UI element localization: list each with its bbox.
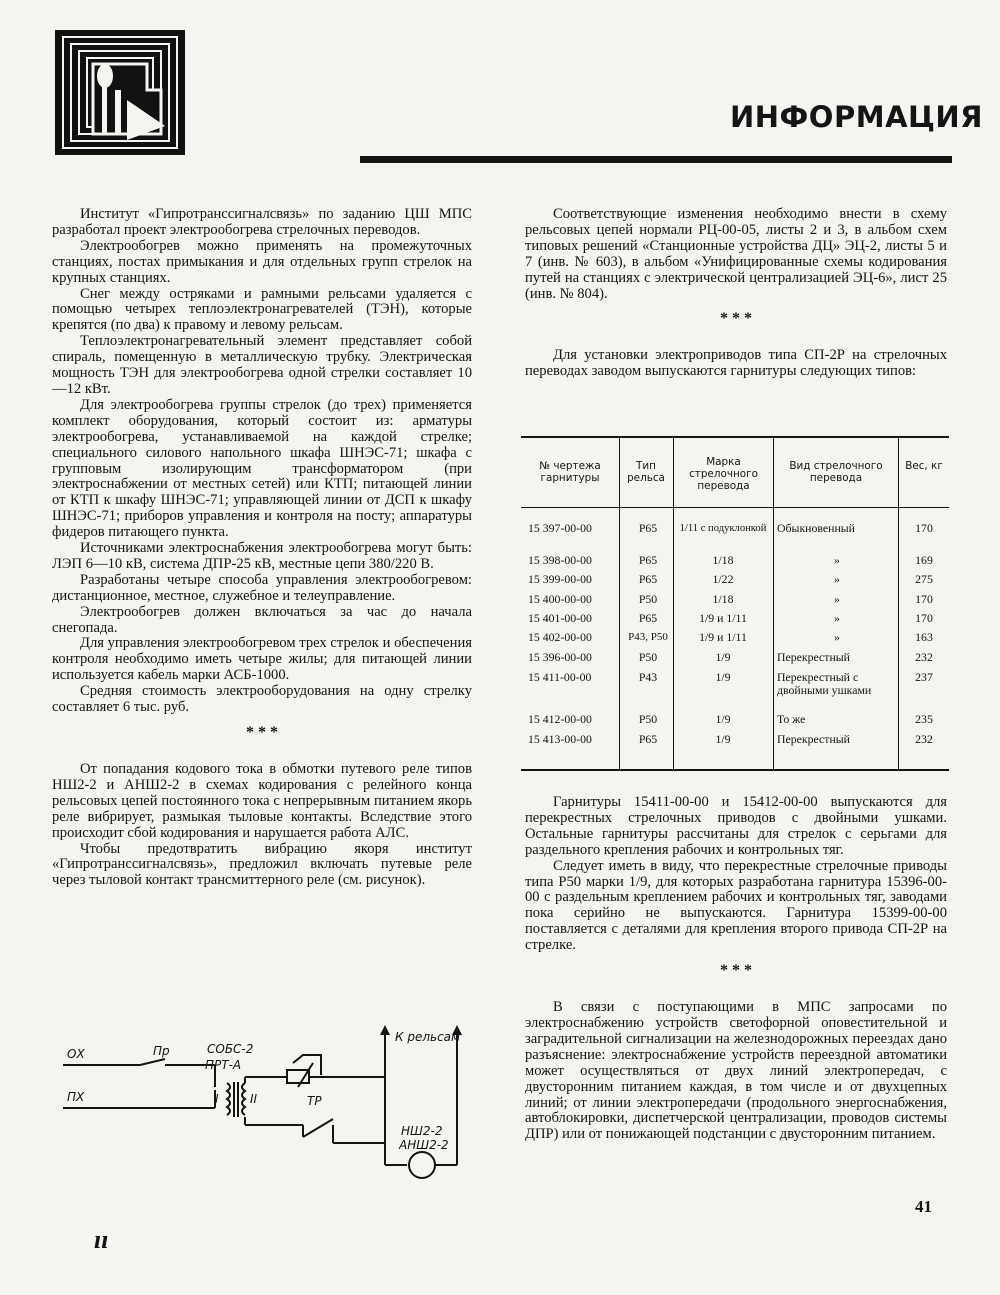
table-cell: Р50 bbox=[638, 650, 658, 664]
table-column-divider bbox=[673, 438, 674, 769]
table-cell: 237 bbox=[915, 670, 933, 684]
table-cell: Перекрестный с двойными ушками bbox=[777, 670, 872, 697]
page-number: 41 bbox=[915, 1197, 932, 1216]
diagram-label: II bbox=[250, 1092, 258, 1106]
paragraph: Соответствующие изменения необходимо внести в схему рельсовых цепей нормали РЦ-00-05, листы 2 и 3, в альбом схем типовых решений «Станционные устройства ДЦ» ЭЦ-2, листы 5 и 7 (инв. № 603), в альбом «Унифицированные схемы кодирования путей на станциях с электрической централизацией ЭЦ-6», лист 25 (инв. № 804). bbox=[525, 206, 947, 302]
table-cell: 1/9 bbox=[715, 670, 731, 684]
diagram-label: ПХ bbox=[67, 1090, 85, 1104]
table-cell: 170 bbox=[915, 592, 933, 606]
table-cell: 15 411-00-00 bbox=[528, 670, 592, 684]
paragraph: Источниками электроснабжения электрообогрева могут быть: ЛЭП 6—10 кВ, система ДПР-25 кВ, местные цепи 380/220 В. bbox=[52, 540, 472, 572]
table-cell: 1/18 bbox=[712, 553, 734, 567]
relay-circuit-diagram bbox=[55, 1025, 475, 1205]
table-cell: 1/9 bbox=[715, 712, 731, 726]
table-cell: 232 bbox=[915, 650, 933, 664]
table-cell: 15 413-00-00 bbox=[528, 732, 592, 746]
diagram-label: СОБС-2 bbox=[207, 1042, 254, 1056]
table-cell: 235 bbox=[915, 712, 933, 726]
paragraph: Средняя стоимость электрооборудования на одну стрелку составляет 6 тыс. руб. bbox=[52, 683, 472, 716]
paragraph: Электрообогрев должен включаться за час до начала снегопада. bbox=[52, 603, 472, 636]
table-cell: 163 bbox=[915, 630, 933, 644]
paragraph: Гарнитуры 15411-00-00 и 15412-00-00 выпускаются для перекрестных стрелочных приводов с двойными ушками. Остальные гарнитуры рассчитаны для стрелок с серьгами для раздельного крепления рабочих и контрольных тяг. bbox=[525, 794, 947, 858]
paragraph: Следует иметь в виду, что перекрестные стрелочные приводы типа Р50 марки 1/9, для которых разработана гарнитура 15396-00-00 с раздельным креплением рабочих и контрольных тяг, заводами пока серийно не выпускаются. Гарнитура 15399-00-00 поставляется с деталями для крепления второго привода СП-2Р на стрелке. bbox=[525, 857, 947, 954]
table-header-cell: № чертежа гарнитуры bbox=[539, 460, 601, 484]
table-cell: Р43 bbox=[638, 670, 658, 684]
diagram-label: Пр bbox=[153, 1044, 170, 1058]
left-column bbox=[52, 207, 472, 889]
table-cell: 1/22 bbox=[712, 572, 734, 586]
table-cell: 15 398-00-00 bbox=[528, 553, 592, 567]
table-cell: Р65 bbox=[638, 611, 658, 625]
table-header-rule bbox=[521, 507, 949, 508]
table-column-divider bbox=[898, 438, 899, 769]
table-cell: Перекрестный bbox=[777, 732, 850, 746]
diagram-label: ПРТ-А bbox=[205, 1058, 242, 1072]
table-cell: 1/11 с подуклонкой bbox=[679, 523, 767, 534]
table-cell: Р65 bbox=[638, 572, 658, 586]
table-cell: 15 412-00-00 bbox=[528, 712, 592, 726]
paragraph: Теплоэлектронагревательный элемент представляет собой спираль, помещенную в металлическую трубку. Электрическая мощность ТЭН для электрообогрева одной стрелки составляет 10—12 кВт. bbox=[52, 333, 472, 397]
diagram-label: ТР bbox=[307, 1094, 322, 1108]
paragraph: Для установки электроприводов типа СП-2Р на стрелочных переводах заводом выпускаются гарнитуры следующих типов: bbox=[525, 347, 947, 380]
table-cell: 15 399-00-00 bbox=[528, 572, 592, 586]
table-cell: Перекрестный bbox=[777, 650, 850, 664]
paragraph: В связи с поступающими в МПС запросами по электроснабжению устройств светофорной оповестительной и заградительной сигнализации на железнодорожных переездах дано разъяснение: электроснабжение устройств переездной автоматики может осуществляться от двух линий электропередач, с двусторонним питанием каждая, в том числе и от двухцепных линий; от линии электропередачи (продольного энергоснабжения, автоблокировки, диспетчерской централизации, проводов системы ДПР) или от понижающей подстанции с двусторонним питанием. bbox=[525, 999, 947, 1143]
paragraph: Снег между остряками и рамными рельсами удаляется с помощью четырех теплоэлектронагревателей (ТЭН), которые крепятся (по два) к правому и левому рельсам. bbox=[52, 285, 472, 334]
handwritten-mark: ıı bbox=[94, 1225, 109, 1254]
table-cell: » bbox=[834, 611, 840, 625]
table-top-rule bbox=[521, 436, 949, 438]
table-cell: » bbox=[834, 592, 840, 606]
paragraph: Разработаны четыре способа управления электрообогревом: дистанционное, местное, служебное и телеуправление. bbox=[52, 571, 472, 604]
table-cell: 275 bbox=[915, 572, 933, 586]
table-cell: 15 401-00-00 bbox=[528, 611, 592, 625]
section-separator: * * * bbox=[720, 962, 752, 980]
paragraph: Для электрообогрева группы стрелок (до трех) применяется комплект оборудования, который состоит из: арматуры электрообогрева, устанавливаемой на каждой стрелке; специального силового напольного шкафа ШНЭС-71; шкафа с групповым изолирующим трансформатором (при электроснабжении от местных сетей) или КТП; питающей линии от КТП к шкафу ШНЭС-71; управляющей линии от ДСП к шкафу ШНЭС-71; приборов управления и контроля на посту; аппаратуры фидеров питающего пункта. bbox=[52, 396, 472, 541]
table-cell: 169 bbox=[915, 553, 933, 567]
table-cell: 1/9 и 1/11 bbox=[699, 630, 747, 644]
table-cell: 232 bbox=[915, 732, 933, 746]
table-header-cell: Вид стрелочного перевода bbox=[789, 460, 883, 484]
table-cell: Р43, Р50 bbox=[628, 631, 668, 643]
right-column-lower bbox=[525, 795, 947, 1143]
section-heading: ИНФОРМАЦИЯ bbox=[730, 100, 984, 134]
magazine-logo bbox=[55, 30, 185, 155]
paragraph: Чтобы предотвратить вибрацию якоря институт «Гипротранссигналсвязь», предложил включать путевые реле через тыловой контакт трансмиттерного реле (см. рисунок). bbox=[52, 840, 472, 889]
table-cell: То же bbox=[777, 712, 806, 726]
table-header-cell: Тип рельса bbox=[627, 460, 665, 484]
table-cell: 170 bbox=[915, 611, 933, 625]
heading-rule bbox=[360, 156, 952, 163]
paragraph: Электрообогрев можно применять на промежуточных станциях, постах примыкания и для отдельных групп стрелок на крупных станциях. bbox=[52, 237, 472, 286]
table-cell: Р65 bbox=[638, 521, 658, 535]
table-header-cell: Вес, кг bbox=[905, 460, 943, 472]
diagram-label: I bbox=[215, 1092, 219, 1106]
section-separator: * * * bbox=[246, 724, 278, 741]
diagram-label: НШ2-2 bbox=[401, 1124, 443, 1138]
table-cell: » bbox=[834, 572, 840, 586]
table-cell: 15 397-00-00 bbox=[528, 521, 592, 535]
table-cell: » bbox=[834, 553, 840, 567]
table-cell: Р50 bbox=[638, 592, 658, 606]
right-column bbox=[525, 207, 947, 380]
paragraph: Институт «Гипротранссигналсвязь» по заданию ЦШ МПС разработал проект электрообогрева стрелочных переводов. bbox=[52, 206, 472, 238]
diagram-label: АНШ2-2 bbox=[399, 1138, 449, 1152]
table-cell: 1/9 и 1/11 bbox=[699, 611, 747, 625]
section-separator: * * * bbox=[720, 310, 752, 328]
table-column-divider bbox=[773, 438, 774, 769]
table-header-cell: Марка стрелочного перевода bbox=[689, 456, 758, 492]
table-cell: » bbox=[834, 630, 840, 644]
paragraph: Для управления электрообогревом трех стрелок и обеспечения контроля необходимо иметь четыре жилы; для питающей линии используется кабель марки АСБ-1000. bbox=[52, 635, 472, 684]
table-cell: 15 402-00-00 bbox=[528, 630, 592, 644]
diagram-label: К рельсам bbox=[395, 1030, 461, 1044]
table-column-divider bbox=[619, 438, 620, 769]
table-cell: 1/9 bbox=[715, 650, 731, 664]
table-cell: 15 400-00-00 bbox=[528, 592, 592, 606]
table-cell: 1/9 bbox=[715, 732, 731, 746]
diagram-label: ОХ bbox=[67, 1047, 85, 1061]
table-cell: Р50 bbox=[638, 712, 658, 726]
table-bottom-rule bbox=[521, 769, 949, 771]
table-cell: 1/18 bbox=[712, 592, 734, 606]
paragraph: От попадания кодового тока в обмотки путевого реле типов НШ2-2 и АНШ2-2 в схемах кодирования с релейного конца рельсовых цепей постоянного тока с непрерывным питанием якорь реле вибрирует, размыкая тыловые контакты. Вследствие этого происходит сбой кодирования и нарушается работа АЛС. bbox=[52, 761, 472, 841]
table-cell: Р65 bbox=[638, 553, 658, 567]
table-cell: Р65 bbox=[638, 732, 658, 746]
table-cell: 170 bbox=[915, 521, 933, 535]
table-cell: Обыкновенный bbox=[777, 521, 855, 535]
table-cell: 15 396-00-00 bbox=[528, 650, 592, 664]
